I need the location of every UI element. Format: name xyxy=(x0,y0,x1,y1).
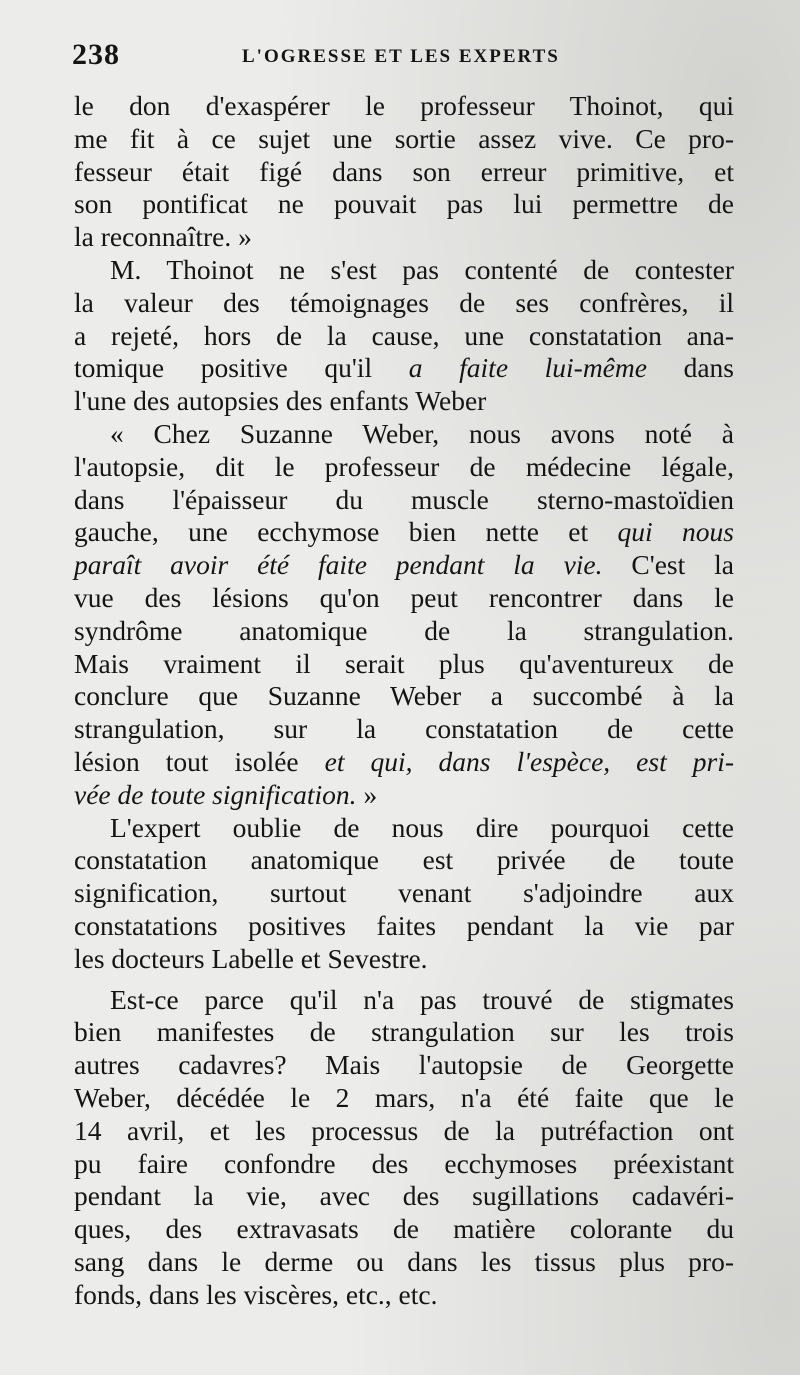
page-header xyxy=(72,38,760,78)
text-span: tomique positive qu'il xyxy=(74,352,409,384)
text-line: fonds, dans les viscères, etc., etc. xyxy=(74,1278,438,1310)
italic-span: qui nous xyxy=(617,516,735,548)
text-line xyxy=(74,549,734,582)
text-line: sang dans le derme ou dans les tissus plus pro- xyxy=(74,1245,734,1277)
text-line: bien manifestes de strangulation sur les trois xyxy=(74,1016,734,1048)
running-title: L'OGRESSE ET LES EXPERTS xyxy=(242,46,560,67)
text-line: pendant la vie, avec des sugillations cadavéri- xyxy=(74,1180,734,1212)
text-line: signification, surtout venant s'adjoindre aux xyxy=(74,877,734,909)
text-line: constatations positives faites pendant la vie par xyxy=(74,909,734,941)
text-line: Mais vraiment il serait plus qu'aventureux de xyxy=(74,647,734,679)
italic-span: a faite lui-même xyxy=(408,352,647,384)
italic-span: paraît avoir été faite pendant la vie. xyxy=(74,549,603,581)
text-line: Est-ce parce qu'il n'a pas trouvé de stigmates xyxy=(110,983,734,1015)
text-line: autres cadavres? Mais l'autopsie de Georgette xyxy=(74,1049,734,1081)
text-line: vue des lésions qu'on peut rencontrer dans le xyxy=(74,581,734,613)
text-line: strangulation, sur la constatation de cette xyxy=(74,713,734,745)
text-line: la valeur des témoignages de ses confrères, il xyxy=(74,286,734,318)
text-line: son pontificat ne pouvait pas lui permettre de xyxy=(74,188,734,220)
text-span: » xyxy=(356,778,378,810)
text-line xyxy=(74,516,734,549)
text-span: gauche, une ecchymose bien nette et xyxy=(74,516,618,548)
text-line: dans l'épaisseur du muscle sterno-mastoïdien xyxy=(74,483,734,515)
text-line: L'expert oublie de nous dire pourquoi cette xyxy=(110,811,734,843)
page-number: 238 xyxy=(72,38,120,71)
text-line: la reconnaître. » xyxy=(74,221,252,253)
italic-span: vée de toute signification. xyxy=(74,778,357,810)
text-span: dans xyxy=(646,352,734,384)
text-line xyxy=(74,352,734,385)
body-text xyxy=(74,90,734,1311)
text-line xyxy=(74,779,734,812)
text-span: C'est la xyxy=(602,549,734,581)
text-line: me fit à ce sujet une sortie assez vive. Ce pro- xyxy=(74,122,734,154)
text-line: conclure que Suzanne Weber a succombé à la xyxy=(74,680,734,712)
text-line: « Chez Suzanne Weber, nous avons noté à xyxy=(110,417,734,449)
text-line: syndrôme anatomique de la strangulation. xyxy=(74,614,734,646)
text-line: M. Thoinot ne s'est pas contenté de contester xyxy=(110,253,734,285)
text-line: constatation anatomique est privée de toute xyxy=(74,844,734,876)
italic-span: et qui, dans l'espèce, est pri- xyxy=(324,745,734,777)
text-line: l'autopsie, dit le professeur de médecine légale, xyxy=(74,450,734,482)
text-line: pu faire confondre des ecchymoses préexistant xyxy=(74,1147,734,1179)
text-line: a rejeté, hors de la cause, une constatation ana- xyxy=(74,319,734,351)
text-line: Weber, décédée le 2 mars, n'a été faite que le xyxy=(74,1081,734,1113)
text-line: le don d'exaspérer le professeur Thoinot, qui xyxy=(74,90,734,121)
text-line xyxy=(74,746,734,779)
text-line: les docteurs Labelle et Sevestre. xyxy=(74,942,428,974)
text-line: l'une des autopsies des enfants Weber xyxy=(74,385,487,417)
text-line: ques, des extravasats de matière colorante du xyxy=(74,1213,734,1245)
text-span: lésion tout isolée xyxy=(74,745,325,777)
text-line: fesseur était figé dans son erreur primitive, et xyxy=(74,155,734,187)
text-line: 14 avril, et les processus de la putréfaction ont xyxy=(74,1114,734,1146)
